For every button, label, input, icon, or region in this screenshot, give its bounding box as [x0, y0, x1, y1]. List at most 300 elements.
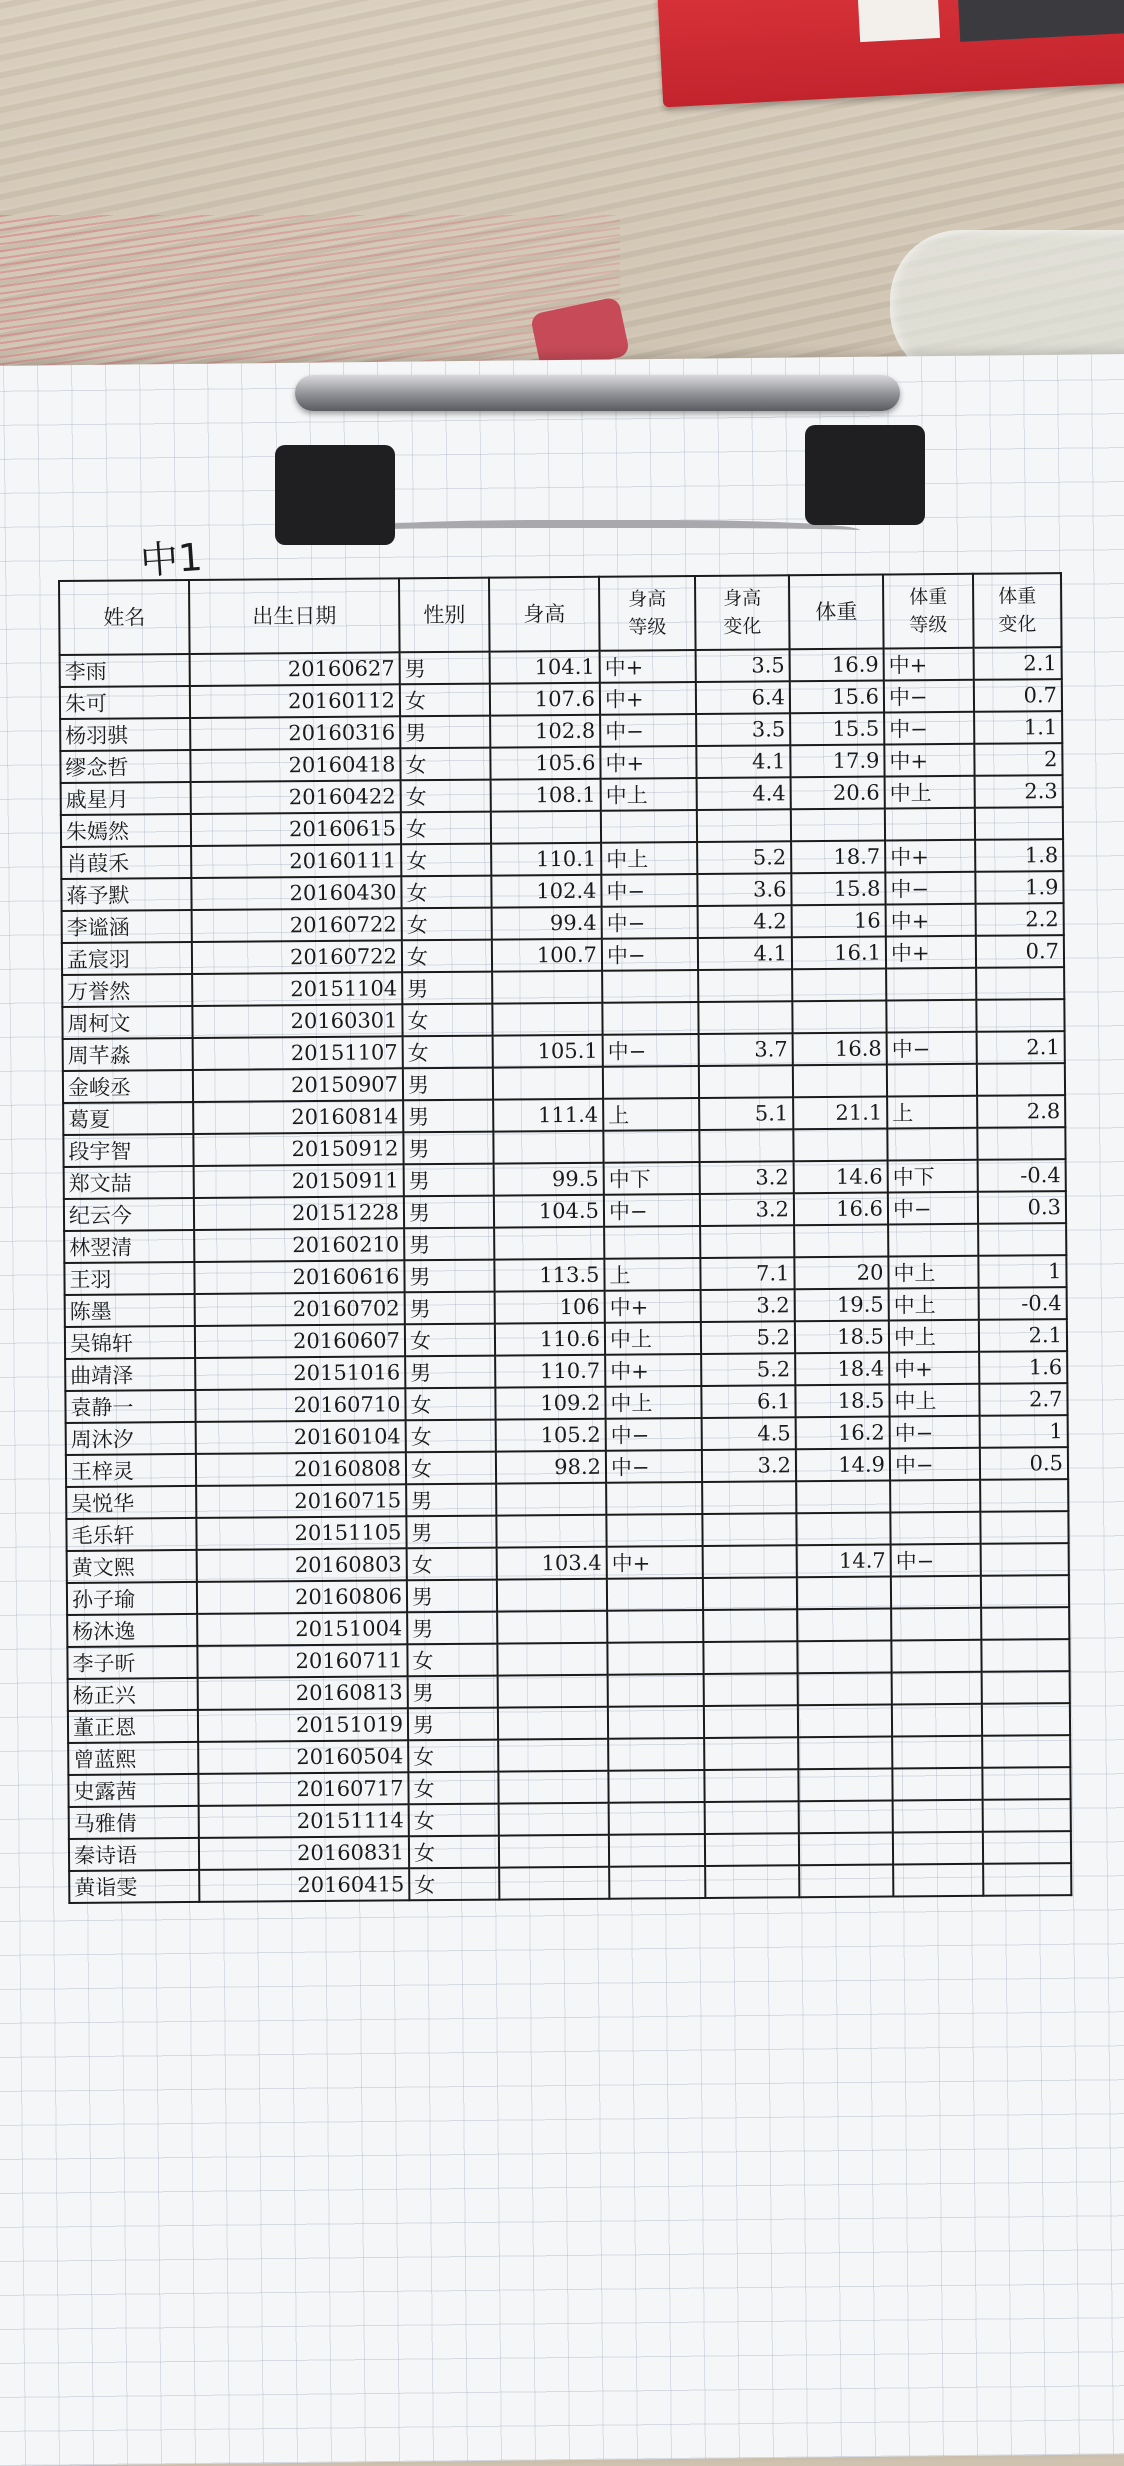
cell-sex: 女: [409, 1868, 499, 1901]
cell-height-grade: [601, 810, 697, 843]
cell-height: 110.1: [491, 843, 601, 876]
cell-birth-date: 20160814: [193, 1100, 403, 1134]
cell-weight-grade: [892, 1704, 982, 1737]
cell-height: 109.2: [495, 1387, 605, 1420]
cell-weight-grade: 中−: [890, 1448, 980, 1481]
cell-weight-grade: [893, 1800, 983, 1833]
cell-height: [499, 1867, 609, 1900]
cell-weight-grade: 中+: [889, 1352, 979, 1385]
header-height-change-line2: 变化: [723, 615, 762, 638]
header-birth-date: 出生日期: [189, 578, 400, 654]
cell-height-change: [699, 1065, 793, 1098]
cell-height: [497, 1579, 607, 1612]
cell-height-grade: 中上: [601, 842, 697, 875]
cell-height-grade: 中−: [602, 906, 698, 939]
cell-sex: 男: [404, 1164, 494, 1197]
cell-weight-grade: [892, 1736, 982, 1769]
cell-sex: 女: [400, 748, 490, 781]
cell-weight: 14.9: [796, 1448, 890, 1481]
cell-weight-change: 2.1: [974, 647, 1062, 680]
cell-weight-grade: [886, 1000, 976, 1033]
cell-height: 102.8: [490, 715, 600, 748]
cell-height-grade: 中−: [604, 1194, 700, 1227]
cell-height-grade: [606, 1514, 702, 1547]
cell-height: [492, 1003, 602, 1036]
cell-sex: 男: [407, 1612, 497, 1645]
cell-sex: 男: [404, 1196, 494, 1229]
cell-weight-grade: 中+: [885, 840, 975, 873]
cell-height-change: [704, 1705, 798, 1738]
cell-birth-date: 20151019: [198, 1708, 408, 1742]
cell-height: [496, 1483, 606, 1516]
cell-birth-date: 20160803: [197, 1548, 407, 1582]
cell-birth-date: 20160111: [191, 844, 401, 878]
cell-name: 李子昕: [67, 1646, 197, 1679]
cell-name: 葛夏: [63, 1102, 193, 1135]
cell-birth-date: 20160112: [190, 684, 400, 718]
cell-sex: 男: [403, 1132, 493, 1165]
cell-height-change: 4.4: [697, 777, 791, 810]
cell-weight: 15.6: [790, 681, 884, 714]
cell-name: 袁静一: [65, 1390, 195, 1423]
cell-height-grade: 中−: [602, 938, 698, 971]
cell-height-change: [700, 1225, 794, 1258]
cell-height: 110.7: [495, 1355, 605, 1388]
cell-sex: 女: [406, 1420, 496, 1453]
cell-sex: 女: [400, 684, 490, 717]
cell-weight-grade: 中上: [889, 1320, 979, 1353]
cell-weight-grade: 中−: [885, 872, 975, 905]
cell-height: [494, 1227, 604, 1260]
cell-weight-change: [982, 1703, 1070, 1736]
cell-height: [498, 1771, 608, 1804]
cell-birth-date: 20151105: [196, 1516, 406, 1550]
cell-height: [493, 1067, 603, 1100]
cell-birth-date: 20150912: [193, 1132, 403, 1166]
cell-weight-grade: [887, 1064, 977, 1097]
cell-height-grade: 中上: [601, 778, 697, 811]
cell-weight-grade: 中−: [884, 712, 974, 745]
cell-name: 吴锦轩: [65, 1326, 195, 1359]
header-weight-grade-line1: 体重: [909, 586, 948, 609]
cell-height-change: [705, 1865, 799, 1898]
cell-birth-date: 20151107: [193, 1036, 403, 1070]
cell-weight-grade: 中−: [890, 1416, 980, 1449]
cell-height-grade: 中−: [603, 1034, 699, 1067]
cell-height-grade: 中−: [601, 874, 697, 907]
cell-name: 毛乐轩: [66, 1518, 196, 1551]
cell-weight-grade: 中上: [889, 1384, 979, 1417]
cell-birth-date: 20160422: [191, 780, 401, 814]
cell-height-change: 6.1: [701, 1385, 795, 1418]
cell-sex: 女: [408, 1740, 498, 1773]
cell-height-grade: 中下: [604, 1162, 700, 1195]
clipboard-clip-bar: [295, 375, 900, 411]
header-weight-grade-line2: 等级: [909, 614, 948, 637]
clipboard-clip-wire: [340, 520, 860, 546]
cell-birth-date: 20160710: [195, 1388, 405, 1422]
cell-birth-date: 20150911: [194, 1164, 404, 1198]
cell-birth-date: 20160627: [190, 652, 400, 686]
cell-weight-grade: [888, 1224, 978, 1257]
cell-height: 105.2: [496, 1419, 606, 1452]
cell-sex: 男: [404, 1260, 494, 1293]
cell-height-grade: [609, 1834, 705, 1867]
cell-height-grade: 中+: [607, 1546, 703, 1579]
cell-weight: 16.6: [794, 1193, 888, 1226]
cell-name: 李雨: [60, 654, 190, 687]
cell-weight-change: [976, 999, 1064, 1032]
cell-height: [492, 971, 602, 1004]
cell-weight-change: 1.9: [975, 871, 1063, 904]
cell-height-change: 5.2: [697, 841, 791, 874]
cell-sex: 女: [408, 1772, 498, 1805]
cell-weight-change: 0.3: [978, 1191, 1066, 1224]
cell-weight-change: 1.8: [975, 839, 1063, 872]
cell-height-change: [705, 1801, 799, 1834]
cell-name: 缪念哲: [60, 750, 190, 783]
cell-sex: 男: [404, 1228, 494, 1261]
cell-height-change: [703, 1577, 797, 1610]
cell-name: 周沐汐: [66, 1422, 196, 1455]
cell-weight-grade: [885, 808, 975, 841]
cell-height-change: [704, 1673, 798, 1706]
cell-birth-date: 20160722: [192, 940, 402, 974]
cell-height-change: 5.1: [699, 1097, 793, 1130]
cell-height-change: 3.5: [696, 649, 790, 682]
cell-height-grade: [609, 1866, 705, 1899]
cell-weight: 14.7: [797, 1544, 891, 1577]
cell-sex: 女: [402, 908, 492, 941]
cell-weight-change: [982, 1671, 1070, 1704]
cell-name: 纪云今: [64, 1198, 194, 1231]
cell-weight-change: [981, 1607, 1069, 1640]
cell-height: [499, 1803, 609, 1836]
cell-height-change: [698, 1001, 792, 1034]
cell-weight-change: 2.3: [975, 775, 1063, 808]
cell-birth-date: 20160418: [190, 748, 400, 782]
table-header-row: [59, 573, 1062, 655]
cell-birth-date: 20160615: [191, 812, 401, 846]
cell-height: 106: [495, 1291, 605, 1324]
cell-sex: 男: [405, 1356, 495, 1389]
cell-name: 曾蓝熙: [68, 1742, 198, 1775]
cell-height: 111.4: [493, 1099, 603, 1132]
cell-weight-change: [983, 1863, 1071, 1896]
cell-height-change: [702, 1481, 796, 1514]
cell-weight: [797, 1576, 891, 1609]
cell-height-change: [705, 1833, 799, 1866]
table-row: [69, 1863, 1071, 1903]
cell-weight-grade: [892, 1672, 982, 1705]
cell-weight-change: [977, 1127, 1065, 1160]
cell-weight-change: [975, 807, 1063, 840]
cell-height: 108.1: [491, 779, 601, 812]
cell-height-grade: [608, 1674, 704, 1707]
cell-sex: 男: [400, 716, 490, 749]
cell-weight-change: [980, 1511, 1068, 1544]
handwritten-class-label: 中1: [138, 534, 204, 584]
cell-height-grade: 中+: [600, 650, 696, 683]
cell-sex: 女: [406, 1452, 496, 1485]
cell-weight-grade: 中+: [886, 936, 976, 969]
cell-height-change: 3.5: [696, 713, 790, 746]
cell-weight-change: [981, 1639, 1069, 1672]
cell-weight: 18.5: [795, 1320, 889, 1353]
cell-weight-grade: 中−: [888, 1192, 978, 1225]
cell-weight: 21.1: [793, 1097, 887, 1130]
cell-weight: [791, 809, 885, 842]
cell-sex: 男: [400, 652, 490, 685]
cell-birth-date: 20160715: [196, 1484, 406, 1518]
cell-height: 113.5: [494, 1259, 604, 1292]
cell-name: 陈墨: [65, 1294, 195, 1327]
cell-name: 李谧涵: [62, 910, 192, 943]
cell-height-grade: [603, 1066, 699, 1099]
cell-weight-change: 2.7: [979, 1383, 1067, 1416]
cell-weight-change: 1.6: [979, 1351, 1067, 1384]
cell-height: 107.6: [490, 683, 600, 716]
cell-birth-date: 20160808: [196, 1452, 406, 1486]
cell-height-change: [704, 1737, 798, 1770]
cell-height-grade: [609, 1802, 705, 1835]
cell-weight: 19.5: [795, 1288, 889, 1321]
cell-height-change: 3.2: [702, 1449, 796, 1482]
cell-height: 98.2: [496, 1451, 606, 1484]
cell-weight-change: -0.4: [979, 1287, 1067, 1320]
cell-height-grade: 中−: [600, 714, 696, 747]
cell-weight: [799, 1800, 893, 1833]
cell-sex: 女: [407, 1644, 497, 1677]
cell-weight: [792, 1001, 886, 1034]
cell-weight: [792, 969, 886, 1002]
cell-height-change: [702, 1513, 796, 1546]
cell-weight-change: [977, 1063, 1065, 1096]
cell-height: 103.4: [497, 1547, 607, 1580]
cell-weight: 16.2: [796, 1416, 890, 1449]
cell-name: 董正恩: [68, 1710, 198, 1743]
cell-weight-change: [981, 1543, 1069, 1576]
cell-height-grade: [607, 1642, 703, 1675]
cell-name: 黄诣雯: [69, 1870, 199, 1903]
cell-name: 吴悦华: [66, 1486, 196, 1519]
cell-height-grade: [608, 1738, 704, 1771]
cell-height-grade: 中+: [600, 682, 696, 715]
cell-weight: [793, 1065, 887, 1098]
cell-weight-change: 2.2: [976, 903, 1064, 936]
cell-weight-grade: 中+: [884, 648, 974, 681]
red-card: [657, 0, 1124, 107]
cell-sex: 女: [407, 1548, 497, 1581]
cell-weight: 18.5: [795, 1384, 889, 1417]
cell-height-change: 3.7: [699, 1033, 793, 1066]
cell-name: 朱嫣然: [61, 814, 191, 847]
cell-height: [497, 1643, 607, 1676]
cell-birth-date: 20150907: [193, 1068, 403, 1102]
cell-weight-change: [982, 1767, 1070, 1800]
cell-height: [498, 1675, 608, 1708]
cell-sex: 女: [401, 844, 491, 877]
cell-height-change: 4.1: [698, 937, 792, 970]
cell-birth-date: 20160813: [198, 1676, 408, 1710]
cell-birth-date: 20160722: [192, 908, 402, 942]
cell-name: 秦诗语: [69, 1838, 199, 1871]
cell-weight-change: -0.4: [978, 1159, 1066, 1192]
cell-weight-grade: [891, 1640, 981, 1673]
cell-birth-date: 20160831: [199, 1836, 409, 1870]
cell-weight: [797, 1608, 891, 1641]
red-thread: [0, 215, 620, 365]
cell-height: [496, 1515, 606, 1548]
cell-weight-change: 0.7: [976, 935, 1064, 968]
cell-sex: 男: [403, 1068, 493, 1101]
cell-weight: 16.1: [792, 937, 886, 970]
cell-height: 102.4: [491, 875, 601, 908]
cell-weight: [794, 1225, 888, 1258]
header-weight: 体重: [789, 575, 884, 650]
cell-height-grade: [603, 1130, 699, 1163]
cell-height: [491, 811, 601, 844]
cell-sex: 女: [409, 1804, 499, 1837]
cell-height-grade: [602, 970, 698, 1003]
cell-weight-grade: 中上: [889, 1288, 979, 1321]
card-white-stripe: [858, 0, 941, 42]
cell-weight: 18.7: [791, 841, 885, 874]
cell-birth-date: 20160504: [198, 1740, 408, 1774]
cell-name: 杨沐逸: [67, 1614, 197, 1647]
cell-weight-change: 0.7: [974, 679, 1062, 712]
cell-sex: 女: [405, 1388, 495, 1421]
cell-name: 杨羽骐: [60, 718, 190, 751]
cell-weight: 15.8: [791, 873, 885, 906]
cell-weight-grade: 中下: [888, 1160, 978, 1193]
cell-name: 马雅倩: [69, 1806, 199, 1839]
cell-sex: 女: [402, 1004, 492, 1037]
cell-weight: [798, 1704, 892, 1737]
cell-height-grade: 中−: [606, 1450, 702, 1483]
cell-weight-change: 1: [980, 1415, 1068, 1448]
cell-sex: 女: [409, 1836, 499, 1869]
cell-name: 林翌清: [64, 1230, 194, 1263]
cell-weight-grade: [893, 1864, 983, 1897]
cell-height-grade: [608, 1706, 704, 1739]
cell-birth-date: 20151114: [199, 1804, 409, 1838]
cell-height-grade: 上: [604, 1258, 700, 1291]
cell-height-change: [699, 1129, 793, 1162]
header-height-grade-line2: 等级: [628, 616, 667, 639]
cell-sex: 男: [406, 1484, 496, 1517]
cell-height-grade: 中上: [605, 1322, 701, 1355]
cell-sex: 女: [402, 940, 492, 973]
cell-height-change: [703, 1641, 797, 1674]
cell-weight-change: 2.1: [977, 1031, 1065, 1064]
cell-height: 99.5: [494, 1163, 604, 1196]
cell-weight-grade: 中−: [887, 1032, 977, 1065]
cell-height-change: [703, 1545, 797, 1578]
cell-birth-date: 20160301: [192, 1004, 402, 1038]
header-weight-change: [973, 573, 1062, 648]
cell-sex: 男: [408, 1708, 498, 1741]
header-height-change: [695, 575, 790, 650]
cell-height: [493, 1131, 603, 1164]
cell-height-grade: 中+: [605, 1354, 701, 1387]
cell-weight-grade: 中−: [891, 1544, 981, 1577]
cell-weight-change: 2: [974, 743, 1062, 776]
cell-weight: 17.9: [790, 745, 884, 778]
cell-birth-date: 20160717: [198, 1772, 408, 1806]
cell-height-change: 5.2: [701, 1321, 795, 1354]
cell-height-grade: [604, 1226, 700, 1259]
header-height-change-line1: 身高: [723, 587, 762, 610]
header-height-grade: [599, 576, 696, 651]
cell-weight: 16.8: [793, 1033, 887, 1066]
cell-weight: [796, 1480, 890, 1513]
cell-sex: 男: [408, 1676, 498, 1709]
cell-name: 朱可: [60, 686, 190, 719]
cell-name: 曲靖泽: [65, 1358, 195, 1391]
cell-weight: [798, 1768, 892, 1801]
card-dark-stripe: [957, 0, 1124, 42]
cell-weight-grade: 上: [887, 1096, 977, 1129]
cell-height-change: 5.2: [701, 1353, 795, 1386]
cell-name: 蒋予默: [61, 878, 191, 911]
cell-weight: 20.6: [791, 777, 885, 810]
cell-weight-grade: [890, 1512, 980, 1545]
clip-foot-left: [275, 445, 395, 545]
cell-weight: [798, 1736, 892, 1769]
clip-foot-right: [805, 425, 925, 525]
header-sex: 性别: [399, 578, 490, 653]
cell-height: 105.6: [490, 747, 600, 780]
cell-birth-date: 20160415: [199, 1868, 409, 1902]
cell-sex: 女: [403, 1036, 493, 1069]
cell-name: 戚星月: [61, 782, 191, 815]
cell-sex: 男: [407, 1580, 497, 1613]
cell-weight-grade: 中上: [885, 776, 975, 809]
cell-weight-change: [983, 1799, 1071, 1832]
cell-height-change: 4.5: [702, 1417, 796, 1450]
cell-height-grade: 中+: [605, 1290, 701, 1323]
cell-birth-date: 20151016: [195, 1356, 405, 1390]
cell-name: 史露茜: [68, 1774, 198, 1807]
cell-birth-date: 20160430: [191, 876, 401, 910]
cell-weight-grade: [892, 1768, 982, 1801]
cell-weight-grade: 中+: [886, 904, 976, 937]
cell-weight-change: [976, 967, 1064, 1000]
cell-name: 郑文喆: [64, 1166, 194, 1199]
cell-weight-change: 2.8: [977, 1095, 1065, 1128]
cell-height-change: [697, 809, 791, 842]
cell-weight-change: [982, 1735, 1070, 1768]
cell-birth-date: 20160607: [195, 1324, 405, 1358]
cell-weight-grade: 中上: [888, 1256, 978, 1289]
cell-name: 周柯文: [62, 1006, 192, 1039]
cell-weight: [793, 1129, 887, 1162]
cell-weight: [798, 1672, 892, 1705]
cell-height: [497, 1611, 607, 1644]
cell-name: 黄文熙: [67, 1550, 197, 1583]
header-height: 身高: [489, 577, 600, 652]
cell-weight-grade: [893, 1832, 983, 1865]
cell-height-change: 3.2: [701, 1289, 795, 1322]
cell-weight: 16: [792, 905, 886, 938]
header-height-grade-line1: 身高: [628, 588, 667, 611]
cell-height-change: 6.4: [696, 681, 790, 714]
cell-birth-date: 20160104: [196, 1420, 406, 1454]
cell-height-change: [698, 969, 792, 1002]
cell-height-change: 7.1: [700, 1257, 794, 1290]
cell-birth-date: 20160616: [194, 1260, 404, 1294]
